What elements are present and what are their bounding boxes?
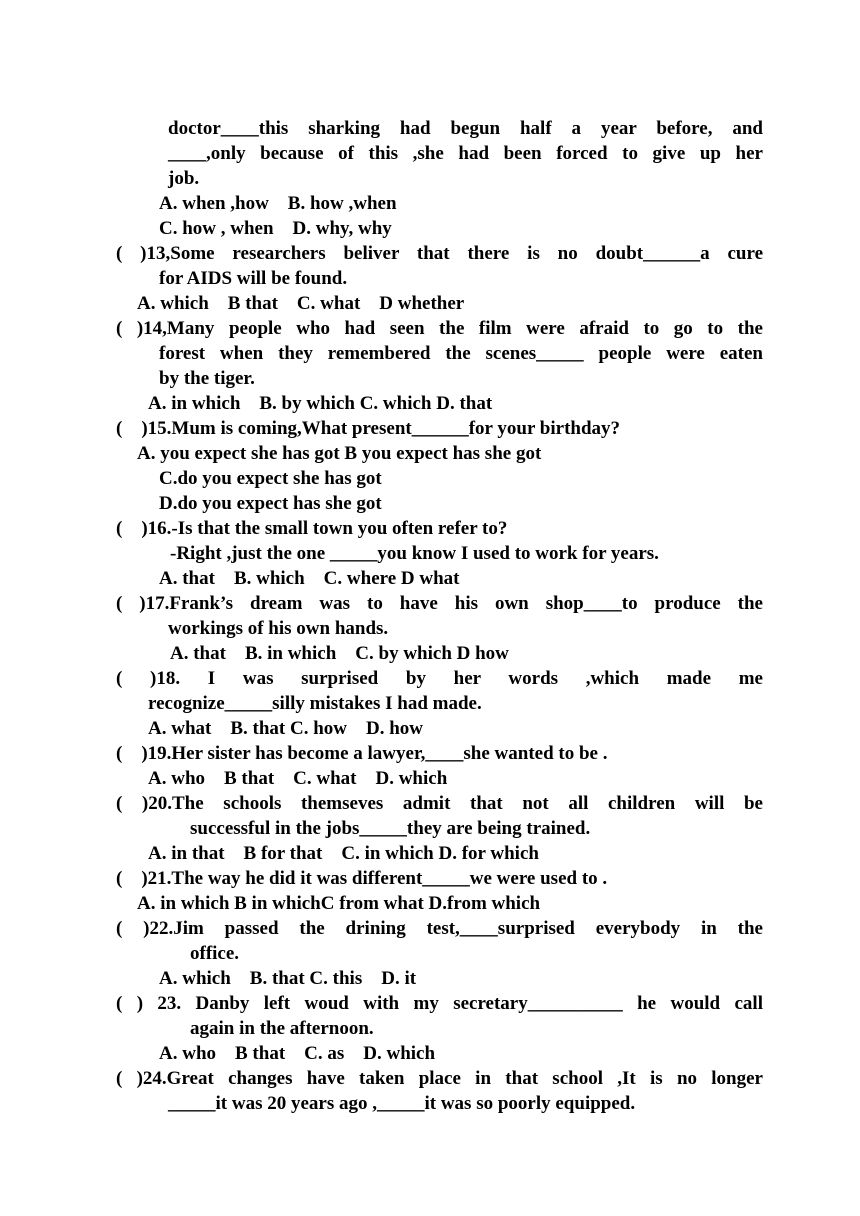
text-line: workings of his own hands. <box>168 618 389 639</box>
question-22: ( )22.Jim passed the drining test,____surprised everybody in the <box>116 918 763 939</box>
question-13: ( )13,Some researchers beliver that there is no doubt______a cure <box>116 243 763 264</box>
option-line: C. how , when D. why, why <box>159 218 392 239</box>
text-line: -Right ,just the one _____you know I used to work for years. <box>170 543 659 564</box>
option-line: A. in which B in whichC from what D.from which <box>137 893 541 914</box>
question-18: ( )18. I was surprised by her words ,which made me <box>116 668 763 689</box>
option-line: D.do you expect has she got <box>159 493 382 514</box>
text-line: successful in the jobs_____they are being trained. <box>190 818 591 839</box>
option-line: A. who B that C. what D. which <box>148 768 448 789</box>
question-17: ( )17.Frank’s dream was to have his own shop____to produce the <box>116 593 763 614</box>
question-19: ( )19.Her sister has become a lawyer,____she wanted to be . <box>116 743 608 764</box>
question-16: ( )16.-Is that the small town you often refer to? <box>116 518 508 539</box>
question-21: ( )21.The way he did it was different_____we were used to . <box>116 868 608 889</box>
text-line: ____,only because of this ,she had been forced to give up her <box>168 143 763 164</box>
option-line: A. that B. in which C. by which D how <box>170 643 509 664</box>
option-line: A. in which B. by which C. which D. that <box>148 393 493 414</box>
option-line: C.do you expect she has got <box>159 468 382 489</box>
text-line: office. <box>190 943 240 964</box>
option-line: A. which B that C. what D whether <box>137 293 465 314</box>
question-20: ( )20.The schools themseves admit that not all children will be <box>116 793 763 814</box>
question-24: ( )24.Great changes have taken place in that school ,It is no longer <box>116 1068 763 1089</box>
text-line: _____it was 20 years ago ,_____it was so poorly equipped. <box>168 1093 636 1114</box>
text-line: doctor____this sharking had begun half a year before, and <box>168 118 763 139</box>
option-line: A. which B. that C. this D. it <box>159 968 417 989</box>
option-line: A. what B. that C. how D. how <box>148 718 423 739</box>
option-line: A. in that B for that C. in which D. for which <box>148 843 539 864</box>
text-line: job. <box>168 168 200 189</box>
question-23: ( ) 23. Danby left woud with my secretary__________ he would call <box>116 993 763 1014</box>
text-line: by the tiger. <box>159 368 255 389</box>
text-line: recognize_____silly mistakes I had made. <box>148 693 482 714</box>
question-15: ( )15.Mum is coming,What present______for your birthday? <box>116 418 621 439</box>
text-line: again in the afternoon. <box>190 1018 374 1039</box>
text-line: for AIDS will be found. <box>159 268 348 289</box>
option-line: A. who B that C. as D. which <box>159 1043 436 1064</box>
option-line: A. you expect she has got B you expect has she got <box>137 443 542 464</box>
option-line: A. that B. which C. where D what <box>159 568 460 589</box>
option-line: A. when ,how B. how ,when <box>159 193 397 214</box>
question-14: ( )14,Many people who had seen the film were afraid to go to the <box>116 318 763 339</box>
text-line: forest when they remembered the scenes_____ people were eaten <box>159 343 763 364</box>
